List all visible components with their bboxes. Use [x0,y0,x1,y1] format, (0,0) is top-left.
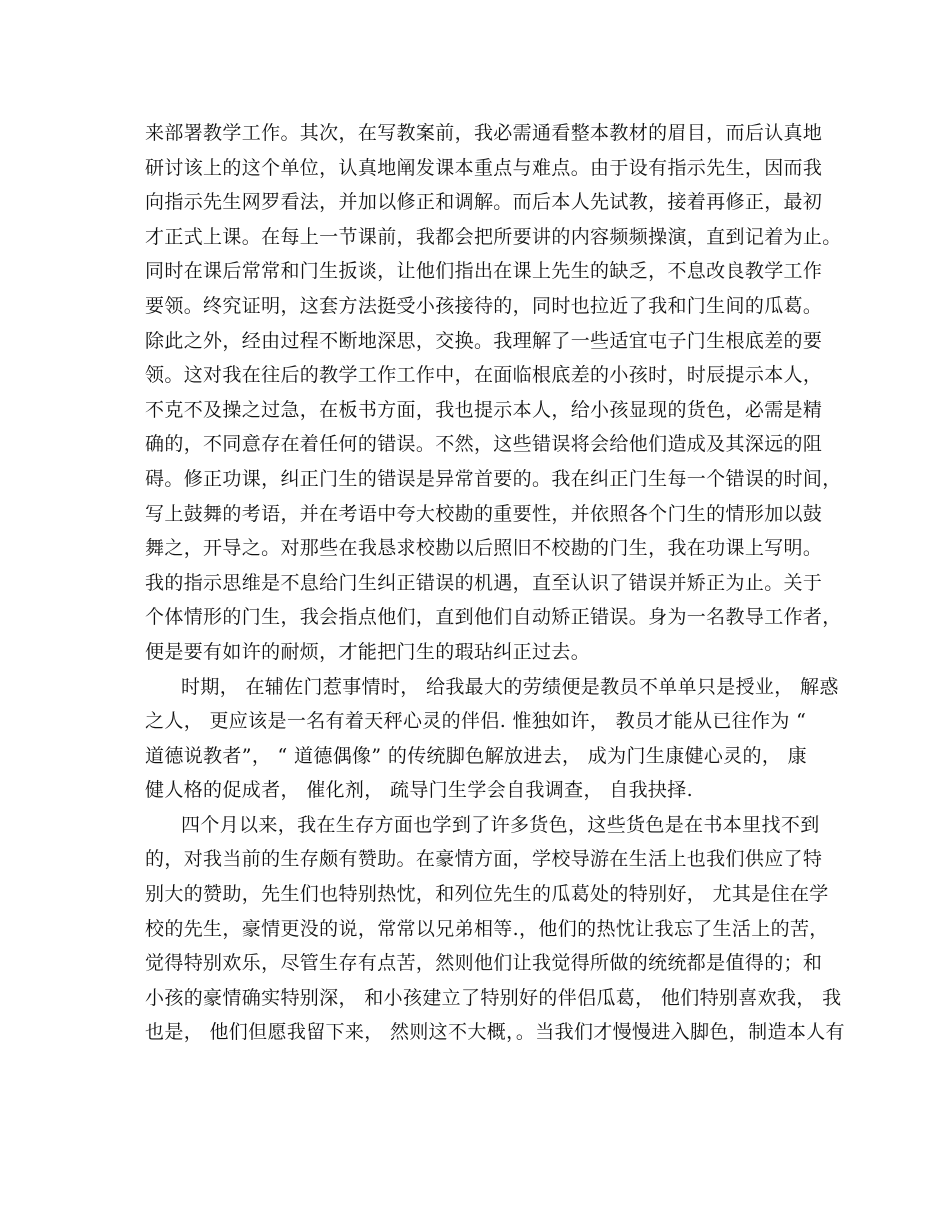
text-line: 小孩的豪情确实特别深， 和小孩建立了特别好的伴侣瓜葛， 他们特别喜欢我， 我 [145,986,842,1009]
paragraph [145,116,842,670]
paragraph [145,670,839,808]
text-line: 健人格的促成者， 催化剂， 疏导门生学会自我调查， 自我抉择. [145,779,694,802]
text-line: 个体情形的门生，我会指点他们，直到他们自动矫正错误。身为一名教导工作者， [145,606,842,629]
text-line: 确的，不同意存在着任何的错误。不然，这些错误将会给他们造成及其深远的阻 [145,433,823,456]
text-line: 研讨该上的这个单位，认真地阐发课本重点与难点。由于设有指示先生，因而我 [145,156,823,179]
paragraph [145,808,845,1050]
text-line: 觉得特别欢乐，尽管生存有点苦，然则他们让我觉得所做的统统都是值得的；和 [145,952,823,975]
text-line: 也是， 他们但愿我留下来， 然则这不大概，。当我们才慢慢进入脚色，制造本人有 [145,1021,845,1044]
text-line: 别大的赞助，先生们也特别热忱，和列位先生的瓜葛处的特别好， 尤其是住在学 [145,883,829,906]
text-line: 才正式上课。在每上一节课前，我都会把所要讲的内容频频操演，直到记着为止。 [145,225,842,248]
text-line: 向指示先生网罗看法，并加以修正和调解。而后本人先试教，接着再修正，最初 [145,191,823,214]
text-line: 舞之，开导之。对那些在我恳求校勘以后照旧不校勘的门生，我在功课上写明。 [145,537,823,560]
text-line: 之人， 更应该是一名有着天秤心灵的伴侣. 惟独如许， 教员才能从已往作为 “ [145,710,807,733]
text-line: 除此之外，经由过程不断地深思，交换。我理解了一些适宜屯子门生根底差的要 [145,329,823,352]
document-body [145,116,845,1050]
text-line: 来部署教学工作。其次，在写教案前，我必需通看整本教材的眉目，而后认真地 [145,122,823,144]
text-line: 同时在课后常常和门生扳谈，让他们指出在课上先生的缺乏，不息改良教学工作 [145,260,823,283]
text-line: 不克不及操之过急，在板书方面，我也提示本人，给小孩显现的货色，必需是精 [145,398,823,421]
text-line: 要领。终究证明，这套方法挺受小孩接待的，同时也拉近了我和门生间的瓜葛。 [145,294,823,317]
text-line: 道德说教者”， “ 道德偶像” 的传统脚色解放进去， 成为门生康健心灵的， 康 [145,744,807,767]
text-line: 领。这对我在往后的教学工作工作中，在面临根底差的小孩时，时辰提示本人， [145,364,823,387]
text-line: 写上鼓舞的考语，并在考语中夸大校勘的重要性，并依照各个门生的情形加以鼓 [145,502,823,525]
text-line: 便是要有如许的耐烦，才能把门生的瑕玷纠正过去。 [145,640,591,663]
text-line: 四个月以来，我在生存方面也学到了许多货色，这些货色是在书本里找不到 [181,813,820,836]
text-line: 校的先生，豪情更没的说，常常以兄弟相等.，他们的热忱让我忘了生活上的苦， [145,917,829,940]
text-line: 我的指示思维是不息给门生纠正错误的机遇，直至认识了错误并矫正为止。关于 [145,571,823,594]
text-line: 的，对我当前的生存颇有赞助。在豪情方面，学校导游在生活上也我们供应了特 [145,848,823,871]
text-line: 时期， 在辅佐门惹事情时， 给我最大的劳绩便是教员不单单只是授业， 解惑 [181,675,839,698]
text-line: 碍。修正功课，纠正门生的错误是异常首要的。我在纠正门生每一个错误的时间， [145,467,842,490]
